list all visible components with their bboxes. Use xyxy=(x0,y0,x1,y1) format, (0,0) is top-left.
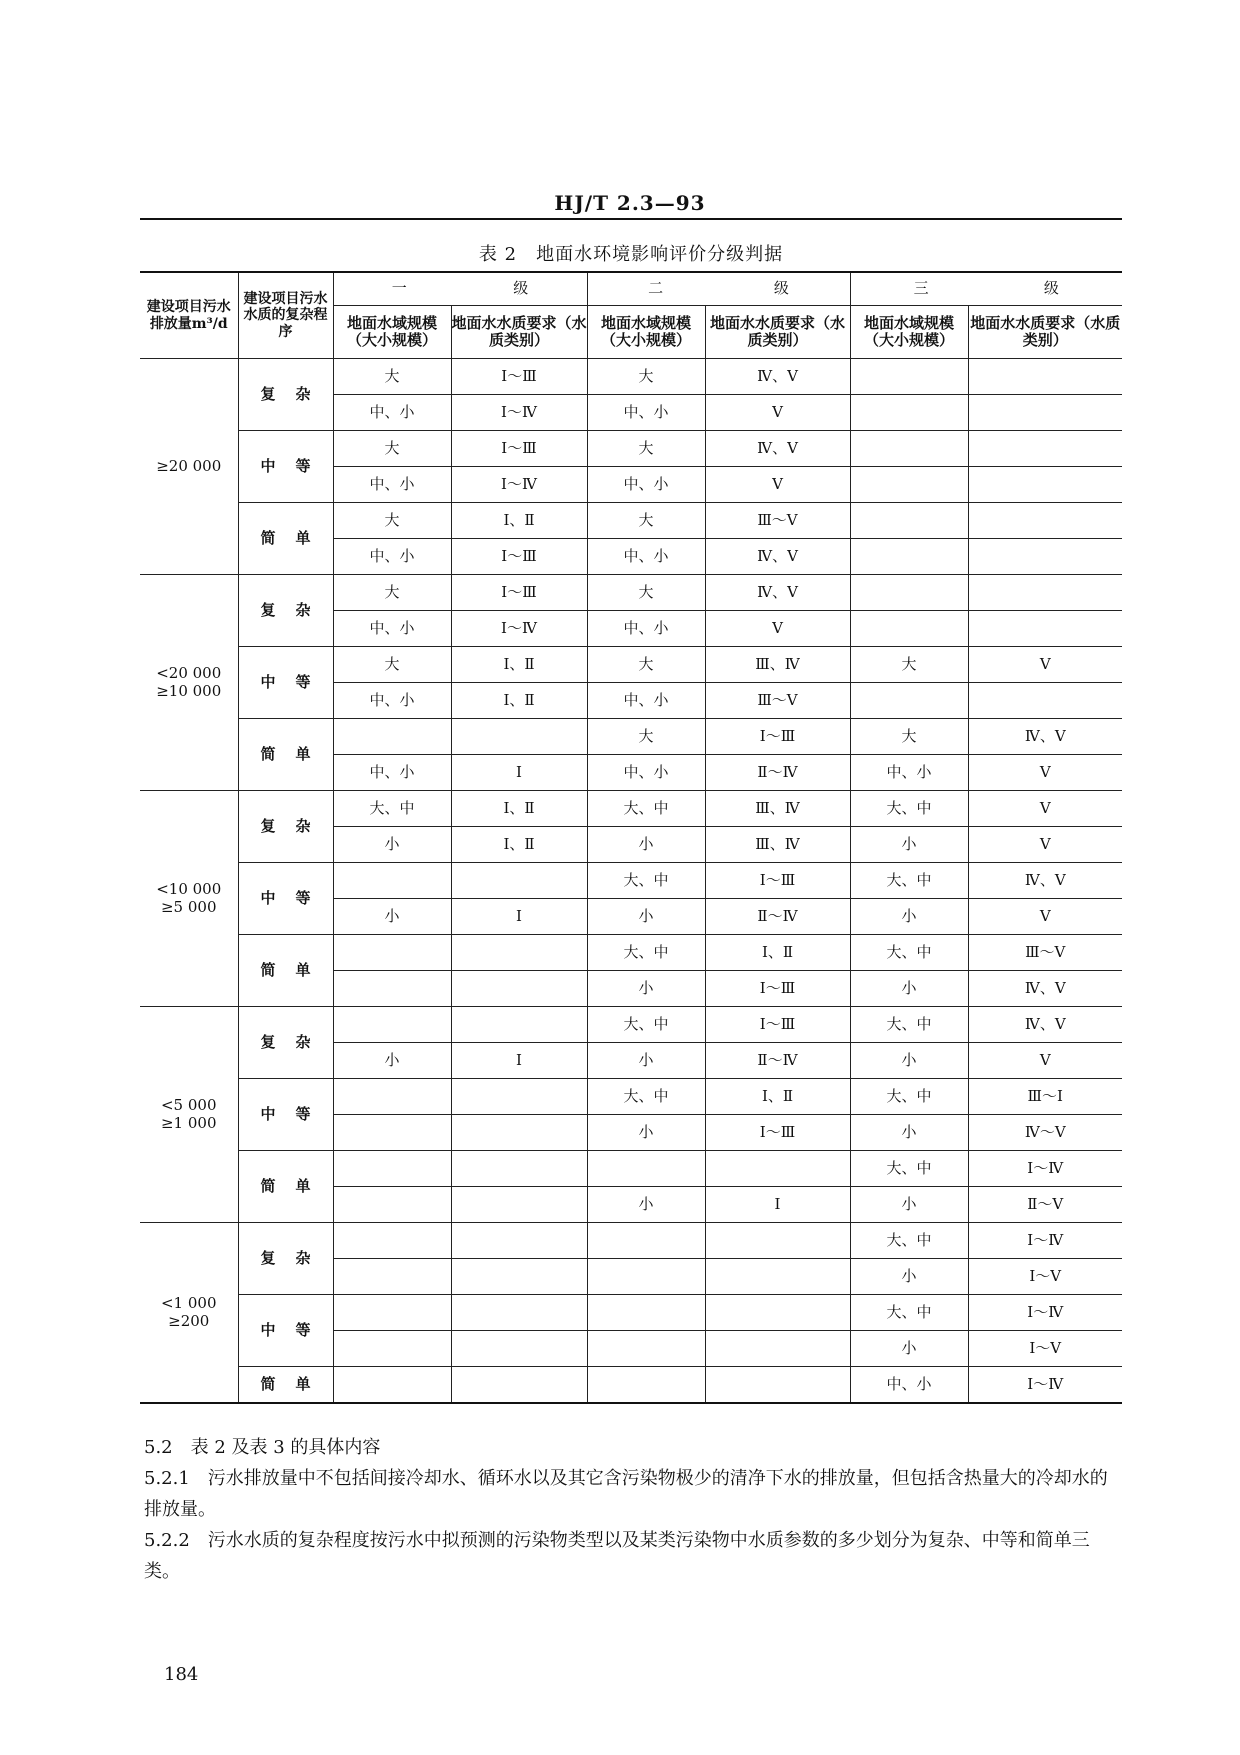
complexity-label: 中等 xyxy=(238,1295,333,1367)
quality-cell: Ⅳ～Ⅴ xyxy=(968,1115,1122,1151)
scale-cell: 大 xyxy=(850,647,968,683)
quality-cell xyxy=(705,1259,850,1295)
range-line: ≥10 000 xyxy=(156,681,222,700)
quality-cell: Ⅰ、Ⅱ xyxy=(451,647,587,683)
complexity-label: 中等 xyxy=(238,863,333,935)
quality-cell xyxy=(451,719,587,755)
scale-cell: 中、小 xyxy=(333,539,451,575)
quality-cell: Ⅰ～Ⅳ xyxy=(451,395,587,431)
complexity-label: 简单 xyxy=(238,719,333,791)
quality-cell xyxy=(451,971,587,1007)
discharge-range xyxy=(140,1007,238,1223)
quality-cell xyxy=(705,1151,850,1187)
range-line: ≥200 xyxy=(168,1311,210,1330)
header-scale-3: 地面水域规模（大小规模） xyxy=(850,306,968,359)
quality-cell xyxy=(451,935,587,971)
scale-cell: 大 xyxy=(333,431,451,467)
scale-cell: 大、中 xyxy=(587,863,705,899)
scale-cell: 小 xyxy=(333,827,451,863)
complexity-label: 中等 xyxy=(238,647,333,719)
table-row xyxy=(140,1295,1122,1331)
quality-cell: Ⅰ～Ⅲ xyxy=(451,431,587,467)
complexity-label: 复杂 xyxy=(238,575,333,647)
complexity-label: 简单 xyxy=(238,935,333,1007)
scale-cell: 小 xyxy=(850,899,968,935)
quality-cell: Ⅲ～Ⅰ xyxy=(968,1079,1122,1115)
scale-cell: 小 xyxy=(587,899,705,935)
header-scale-1: 地面水域规模（大小规模） xyxy=(333,306,451,359)
scale-cell: 大、中 xyxy=(850,1007,968,1043)
scale-cell xyxy=(587,1331,705,1367)
scale-cell xyxy=(850,683,968,719)
document-code: HJ/T 2.3—93 xyxy=(554,191,706,215)
quality-cell: Ⅰ xyxy=(451,1043,587,1079)
quality-cell xyxy=(451,1367,587,1404)
quality-cell: Ⅴ xyxy=(968,647,1122,683)
range-line: <1 000 xyxy=(160,1294,217,1313)
scale-cell: 中、小 xyxy=(587,395,705,431)
scale-cell: 中、小 xyxy=(587,683,705,719)
quality-cell xyxy=(451,1079,587,1115)
scale-cell xyxy=(333,1007,451,1043)
quality-cell: Ⅰ～Ⅲ xyxy=(451,575,587,611)
quality-cell: Ⅰ～Ⅳ xyxy=(451,611,587,647)
range-line: ≥20 000 xyxy=(156,456,222,475)
table-row xyxy=(140,719,1122,755)
scale-cell: 小 xyxy=(333,1043,451,1079)
quality-cell: Ⅰ、Ⅱ xyxy=(451,827,587,863)
quality-cell: Ⅰ～Ⅲ xyxy=(451,359,587,395)
quality-cell: Ⅰ～Ⅴ xyxy=(968,1331,1122,1367)
table-caption: 表 2 地面水环境影响评价分级判据 xyxy=(478,244,784,265)
scale-cell xyxy=(333,1151,451,1187)
scale-cell: 大 xyxy=(587,647,705,683)
scale-cell: 大、中 xyxy=(850,1151,968,1187)
quality-cell xyxy=(968,683,1122,719)
section-5-2: 5.2 表 2 及表 3 的具体内容 xyxy=(144,1437,381,1458)
quality-cell xyxy=(451,1259,587,1295)
header-quality-1: 地面水水质要求（水质类别） xyxy=(451,306,587,359)
scale-cell: 大 xyxy=(333,359,451,395)
quality-cell: Ⅰ～Ⅴ xyxy=(968,1259,1122,1295)
header-quality-3: 地面水水质要求（水质类别） xyxy=(968,306,1122,359)
range-line: ≥1 000 xyxy=(160,1113,217,1132)
quality-cell xyxy=(968,611,1122,647)
scale-cell xyxy=(850,503,968,539)
section-5-2-2: 5.2.2 污水水质的复杂程度按污水中拟预测的污染物类型以及某类污染物中水质参数的多少划分为复杂、中等和简单三类。 xyxy=(144,1530,1090,1582)
range-line: ≥5 000 xyxy=(160,897,217,916)
complexity-label: 复杂 xyxy=(238,791,333,863)
scale-cell: 大、中 xyxy=(587,791,705,827)
quality-cell: Ⅲ、Ⅳ xyxy=(705,791,850,827)
scale-cell xyxy=(333,1115,451,1151)
header-discharge: 建设项目污水排放量m³/d xyxy=(140,272,238,359)
quality-cell: Ⅰ xyxy=(451,899,587,935)
scale-cell: 中、小 xyxy=(333,611,451,647)
complexity-label: 简单 xyxy=(238,1367,333,1404)
scale-cell: 大、中 xyxy=(587,1007,705,1043)
quality-cell xyxy=(451,1007,587,1043)
table-row xyxy=(140,791,1122,827)
scale-cell xyxy=(333,1079,451,1115)
scale-cell: 大、中 xyxy=(850,1079,968,1115)
scale-cell: 小 xyxy=(850,1115,968,1151)
scale-cell: 大 xyxy=(333,503,451,539)
quality-cell: Ⅰ～Ⅲ xyxy=(705,863,850,899)
scale-cell: 大 xyxy=(587,575,705,611)
scale-cell: 大 xyxy=(587,503,705,539)
quality-cell: Ⅴ xyxy=(968,1043,1122,1079)
scale-cell: 小 xyxy=(850,1331,968,1367)
quality-cell: Ⅴ xyxy=(968,827,1122,863)
quality-cell: Ⅲ、Ⅳ xyxy=(705,827,850,863)
scale-cell xyxy=(587,1151,705,1187)
quality-cell: Ⅲ～Ⅴ xyxy=(968,935,1122,971)
scale-cell: 大、中 xyxy=(850,1295,968,1331)
header-quality-2: 地面水水质要求（水质类别） xyxy=(705,306,850,359)
scale-cell xyxy=(850,611,968,647)
complexity-label: 复杂 xyxy=(238,1223,333,1295)
grading-table xyxy=(140,271,1122,1404)
scale-cell xyxy=(333,1295,451,1331)
quality-cell xyxy=(705,1295,850,1331)
scale-cell: 小 xyxy=(587,1187,705,1223)
table-row xyxy=(140,431,1122,467)
table-row xyxy=(140,1007,1122,1043)
scale-cell: 大、中 xyxy=(850,935,968,971)
scale-cell xyxy=(587,1259,705,1295)
scale-cell: 小 xyxy=(587,1115,705,1151)
grading-table-wrap xyxy=(140,271,1122,1404)
quality-cell: Ⅳ、Ⅴ xyxy=(968,863,1122,899)
section-5-2-1: 5.2.1 污水排放量中不包括间接冷却水、循环水以及其它含污染物极少的清净下水的排放量，但包括含热量大的冷却水的排放量。 xyxy=(144,1468,1108,1520)
scale-cell xyxy=(333,719,451,755)
quality-cell: Ⅳ、Ⅴ xyxy=(968,1007,1122,1043)
table-row xyxy=(140,359,1122,395)
table-row xyxy=(140,1079,1122,1115)
discharge-range xyxy=(140,575,238,791)
scale-cell: 大 xyxy=(587,359,705,395)
discharge-range xyxy=(140,1223,238,1404)
quality-cell: Ⅴ xyxy=(968,899,1122,935)
scale-cell: 小 xyxy=(850,1187,968,1223)
quality-cell: Ⅰ～Ⅳ xyxy=(968,1367,1122,1404)
scale-cell xyxy=(587,1295,705,1331)
quality-cell: Ⅲ、Ⅳ xyxy=(705,647,850,683)
quality-cell xyxy=(451,1115,587,1151)
complexity-label: 复杂 xyxy=(238,1007,333,1079)
scale-cell xyxy=(333,863,451,899)
header-grade-2: 二 级 xyxy=(587,272,850,306)
scale-cell: 小 xyxy=(850,827,968,863)
quality-cell: Ⅰ～Ⅳ xyxy=(968,1295,1122,1331)
range-line: <10 000 xyxy=(156,880,222,899)
scale-cell xyxy=(850,539,968,575)
quality-cell: Ⅰ xyxy=(705,1187,850,1223)
quality-cell: Ⅱ～Ⅴ xyxy=(968,1187,1122,1223)
scale-cell: 中、小 xyxy=(587,755,705,791)
scale-cell: 中、小 xyxy=(333,467,451,503)
quality-cell: Ⅰ xyxy=(451,755,587,791)
complexity-label: 复杂 xyxy=(238,359,333,431)
scale-cell xyxy=(333,1331,451,1367)
quality-cell: Ⅱ～Ⅳ xyxy=(705,1043,850,1079)
header-grade-3: 三 级 xyxy=(850,272,1122,306)
range-line: <5 000 xyxy=(160,1096,217,1115)
scale-cell: 中、小 xyxy=(587,467,705,503)
scale-cell: 小 xyxy=(333,899,451,935)
quality-cell: Ⅴ xyxy=(705,395,850,431)
quality-cell: Ⅳ、Ⅴ xyxy=(968,971,1122,1007)
quality-cell: Ⅰ、Ⅱ xyxy=(451,503,587,539)
scale-cell: 大、中 xyxy=(333,791,451,827)
quality-cell xyxy=(451,1223,587,1259)
quality-cell: Ⅳ、Ⅴ xyxy=(968,719,1122,755)
scale-cell xyxy=(333,1223,451,1259)
table-row xyxy=(140,1367,1122,1404)
quality-cell: Ⅴ xyxy=(968,755,1122,791)
quality-cell: Ⅰ～Ⅲ xyxy=(705,971,850,1007)
scale-cell xyxy=(850,395,968,431)
quality-cell xyxy=(968,575,1122,611)
quality-cell: Ⅰ～Ⅳ xyxy=(968,1223,1122,1259)
quality-cell: Ⅰ～Ⅲ xyxy=(705,1007,850,1043)
header-scale-2: 地面水域规模（大小规模） xyxy=(587,306,705,359)
quality-cell xyxy=(968,395,1122,431)
table-row xyxy=(140,1151,1122,1187)
quality-cell xyxy=(451,1187,587,1223)
scale-cell xyxy=(333,935,451,971)
quality-cell: Ⅱ～Ⅳ xyxy=(705,899,850,935)
quality-cell: Ⅴ xyxy=(705,611,850,647)
quality-cell xyxy=(705,1367,850,1404)
scale-cell: 大、中 xyxy=(587,935,705,971)
scale-cell: 大、中 xyxy=(850,791,968,827)
scale-cell xyxy=(587,1223,705,1259)
quality-cell xyxy=(451,1295,587,1331)
discharge-range xyxy=(140,359,238,575)
quality-cell: Ⅳ、Ⅴ xyxy=(705,575,850,611)
scale-cell xyxy=(333,1187,451,1223)
scale-cell xyxy=(333,971,451,1007)
scale-cell: 大、中 xyxy=(850,863,968,899)
quality-cell: Ⅴ xyxy=(705,467,850,503)
scale-cell xyxy=(850,431,968,467)
scale-cell xyxy=(850,575,968,611)
quality-cell: Ⅳ、Ⅴ xyxy=(705,431,850,467)
quality-cell xyxy=(968,503,1122,539)
quality-cell: Ⅰ、Ⅱ xyxy=(451,791,587,827)
quality-cell: Ⅰ、Ⅱ xyxy=(705,935,850,971)
quality-cell xyxy=(451,1151,587,1187)
scale-cell: 小 xyxy=(850,971,968,1007)
quality-cell xyxy=(705,1223,850,1259)
complexity-label: 中等 xyxy=(238,1079,333,1151)
quality-cell xyxy=(968,539,1122,575)
table-row xyxy=(140,863,1122,899)
scale-cell: 大 xyxy=(333,647,451,683)
quality-cell: Ⅰ～Ⅲ xyxy=(705,719,850,755)
scale-cell: 大、中 xyxy=(587,1079,705,1115)
scale-cell: 小 xyxy=(587,1043,705,1079)
quality-cell: Ⅰ～Ⅳ xyxy=(968,1151,1122,1187)
quality-cell xyxy=(968,359,1122,395)
scale-cell xyxy=(333,1259,451,1295)
quality-cell: Ⅳ、Ⅴ xyxy=(705,359,850,395)
header-rule xyxy=(140,218,1122,220)
scale-cell: 小 xyxy=(587,827,705,863)
quality-cell: Ⅰ、Ⅱ xyxy=(451,683,587,719)
scale-cell: 中、小 xyxy=(850,1367,968,1404)
quality-cell: Ⅰ～Ⅳ xyxy=(451,467,587,503)
quality-cell xyxy=(451,863,587,899)
scale-cell xyxy=(850,359,968,395)
scale-cell: 中、小 xyxy=(587,611,705,647)
scale-cell: 大 xyxy=(587,431,705,467)
header-complexity: 建设项目污水水质的复杂程序 xyxy=(238,272,333,359)
scale-cell xyxy=(587,1367,705,1404)
quality-cell: Ⅰ～Ⅲ xyxy=(451,539,587,575)
scale-cell: 大 xyxy=(850,719,968,755)
complexity-label: 中等 xyxy=(238,431,333,503)
table-row xyxy=(140,1223,1122,1259)
quality-cell xyxy=(451,1331,587,1367)
scale-cell: 中、小 xyxy=(333,395,451,431)
scale-cell: 中、小 xyxy=(587,539,705,575)
scale-cell xyxy=(850,467,968,503)
scale-cell: 大 xyxy=(333,575,451,611)
page-number: 184 xyxy=(164,1664,199,1685)
quality-cell: Ⅳ、Ⅴ xyxy=(705,539,850,575)
scale-cell: 小 xyxy=(850,1043,968,1079)
header-grade-1: 一 级 xyxy=(333,272,587,306)
quality-cell: Ⅴ xyxy=(968,791,1122,827)
scale-cell xyxy=(333,1367,451,1404)
table-row xyxy=(140,935,1122,971)
quality-cell xyxy=(968,467,1122,503)
discharge-range xyxy=(140,791,238,1007)
table-row xyxy=(140,647,1122,683)
quality-cell xyxy=(968,431,1122,467)
quality-cell: Ⅰ、Ⅱ xyxy=(705,1079,850,1115)
range-line: <20 000 xyxy=(156,664,222,683)
scale-cell: 中、小 xyxy=(333,755,451,791)
table-row xyxy=(140,503,1122,539)
complexity-label: 简单 xyxy=(238,503,333,575)
quality-cell: Ⅰ～Ⅲ xyxy=(705,1115,850,1151)
scale-cell: 大、中 xyxy=(850,1223,968,1259)
quality-cell xyxy=(705,1331,850,1367)
table-row xyxy=(140,575,1122,611)
quality-cell: Ⅲ～Ⅴ xyxy=(705,503,850,539)
quality-cell: Ⅱ～Ⅳ xyxy=(705,755,850,791)
scale-cell: 中、小 xyxy=(333,683,451,719)
scale-cell: 小 xyxy=(587,971,705,1007)
scale-cell: 小 xyxy=(850,1259,968,1295)
scale-cell: 中、小 xyxy=(850,755,968,791)
quality-cell: Ⅲ～Ⅴ xyxy=(705,683,850,719)
complexity-label: 简单 xyxy=(238,1151,333,1223)
scale-cell: 大 xyxy=(587,719,705,755)
